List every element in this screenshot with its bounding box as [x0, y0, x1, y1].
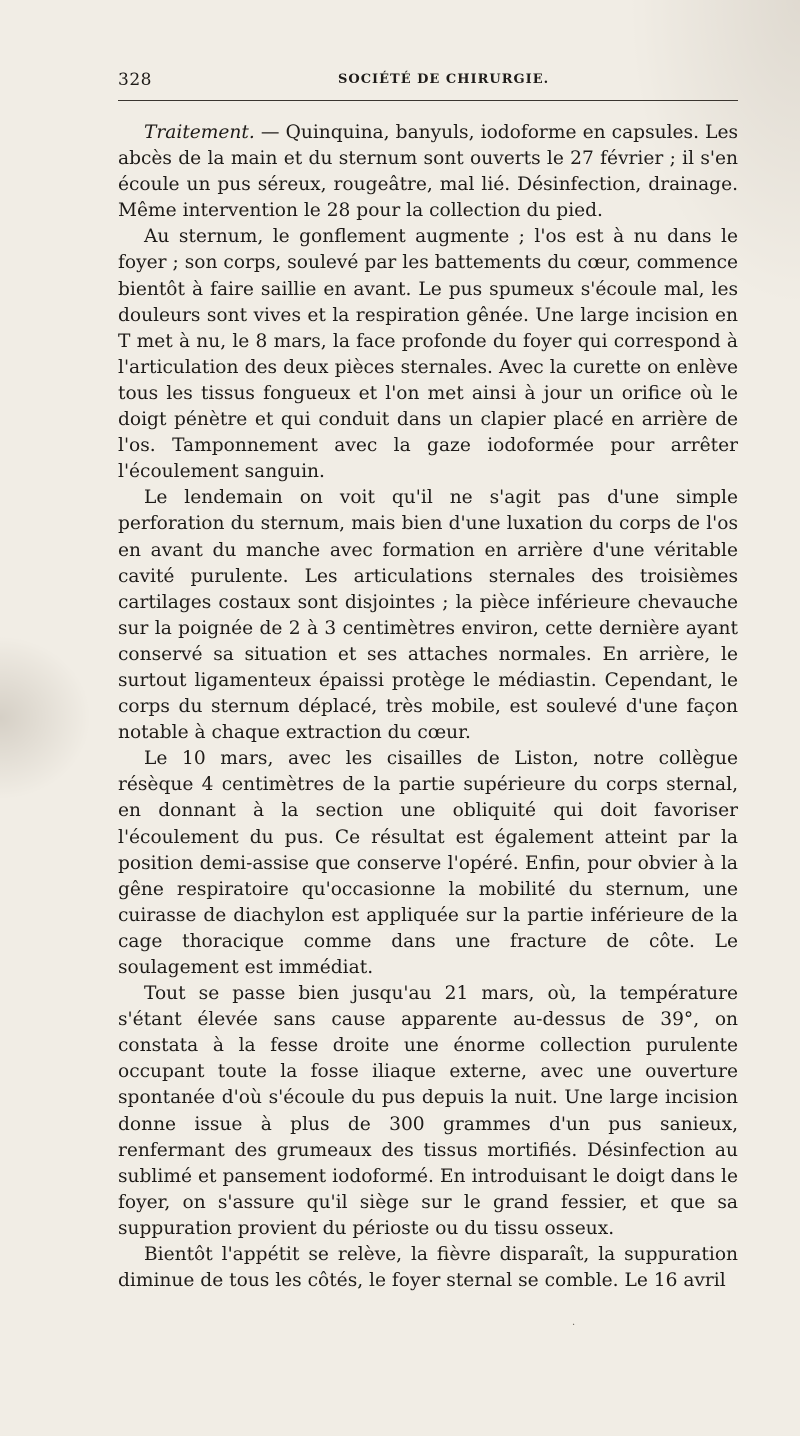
page-number: 328 [118, 70, 152, 90]
body-text [118, 120, 738, 1294]
header-rule [118, 100, 738, 101]
paragraph-sternum: Au sternum, le gonflement augmente ; l'os est à nu dans le foyer ; son corps, soulevé par les battements du cœur, commence bientôt à faire saillie en avant. Le pus spumeux s'écoule mal, les douleurs sont vives et la respiration gênée. Une large incision en T met à nu, le 8 mars, la face profonde du foyer qui correspond à l'articulation des deux pièces sternales. Avec la curette on enlève tous les tissus fongueux et l'on met ainsi à jour un orifice où le doigt pénètre et qui conduit dans un clapier placé en arrière de l'os. Tamponnement avec la gaze iodoformée pour arrêter l'écoulement sanguin. [118, 226, 738, 483]
paragraph-21-mars: Tout se passe bien jusqu'au 21 mars, où, la température s'étant élevée sans cause apparente au-dessus de 39°, on constata à la fesse droite une énorme collection purulente occupant toute la fosse iliaque externe, avec une ouverture spontanée d'où s'écoule du pus depuis la nuit. Une large incision donne issue à plus de 300 grammes d'un pus sanieux, renfermant des grumeaux des tissus mortifiés. Désinfection au sublimé et pansement iodoformé. En introduisant le doigt dans le foyer, on s'assure qu'il siège sur le grand fessier, et que sa suppuration provient du périoste ou du tissu osseux. [118, 983, 738, 1239]
running-head [118, 64, 738, 94]
paragraph-text: — Quinquina, banyuls, iodoforme en capsules. Les abcès de la main et du sternum sont ouverts le 27 février ; il s'en écoule un pus séreux, rougeâtre, mal lié. Désinfection, drainage. Même intervention le 28 pour la collection du pied. [118, 122, 738, 222]
paragraph-traitement [118, 120, 738, 224]
paragraph-bientot: Bientôt l'appétit se relève, la fièvre disparaît, la suppuration diminue de tous les côtés, le foyer sternal se comble. Le 16 avril [118, 1244, 738, 1292]
ink-speck: · [572, 1320, 576, 1331]
running-title: SOCIÉTÉ DE CHIRURGIE. [338, 72, 550, 87]
paragraph-lead: Traitement. [144, 122, 255, 143]
paragraph-10-mars: Le 10 mars, avec les cisailles de Liston, notre collègue résèque 4 centimètres de la partie supérieure du corps sternal, en donnant à la section une obliquité qui doit favoriser l'écoulement du pus. Ce résultat est également atteint par la position demi-assise que conserve l'opéré. Enfin, pour obvier à la gêne respiratoire qu'occasionne la mobilité du sternum, une cuirasse de diachylon est appliquée sur la partie inférieure de la cage thoracique comme dans une fracture de côte. Le soulagement est immédiat. [118, 748, 738, 978]
paragraph-lendemain: Le lendemain on voit qu'il ne s'agit pas d'une simple perforation du sternum, mais bien d'une luxation du corps de l'os en avant du manche avec formation en arrière d'une véritable cavité purulente. Les articulations sternales des troisièmes cartilages costaux sont disjointes ; la pièce inférieure chevauche sur la poignée de 2 à 3 centimètres environ, cette dernière ayant conservé sa situation et ses attaches normales. En arrière, le surtout ligamenteux épaissi protège le médiastin. Cependant, le corps du sternum déplacé, très mobile, est soulevé d'une façon notable à chaque extraction du cœur. [118, 487, 738, 744]
